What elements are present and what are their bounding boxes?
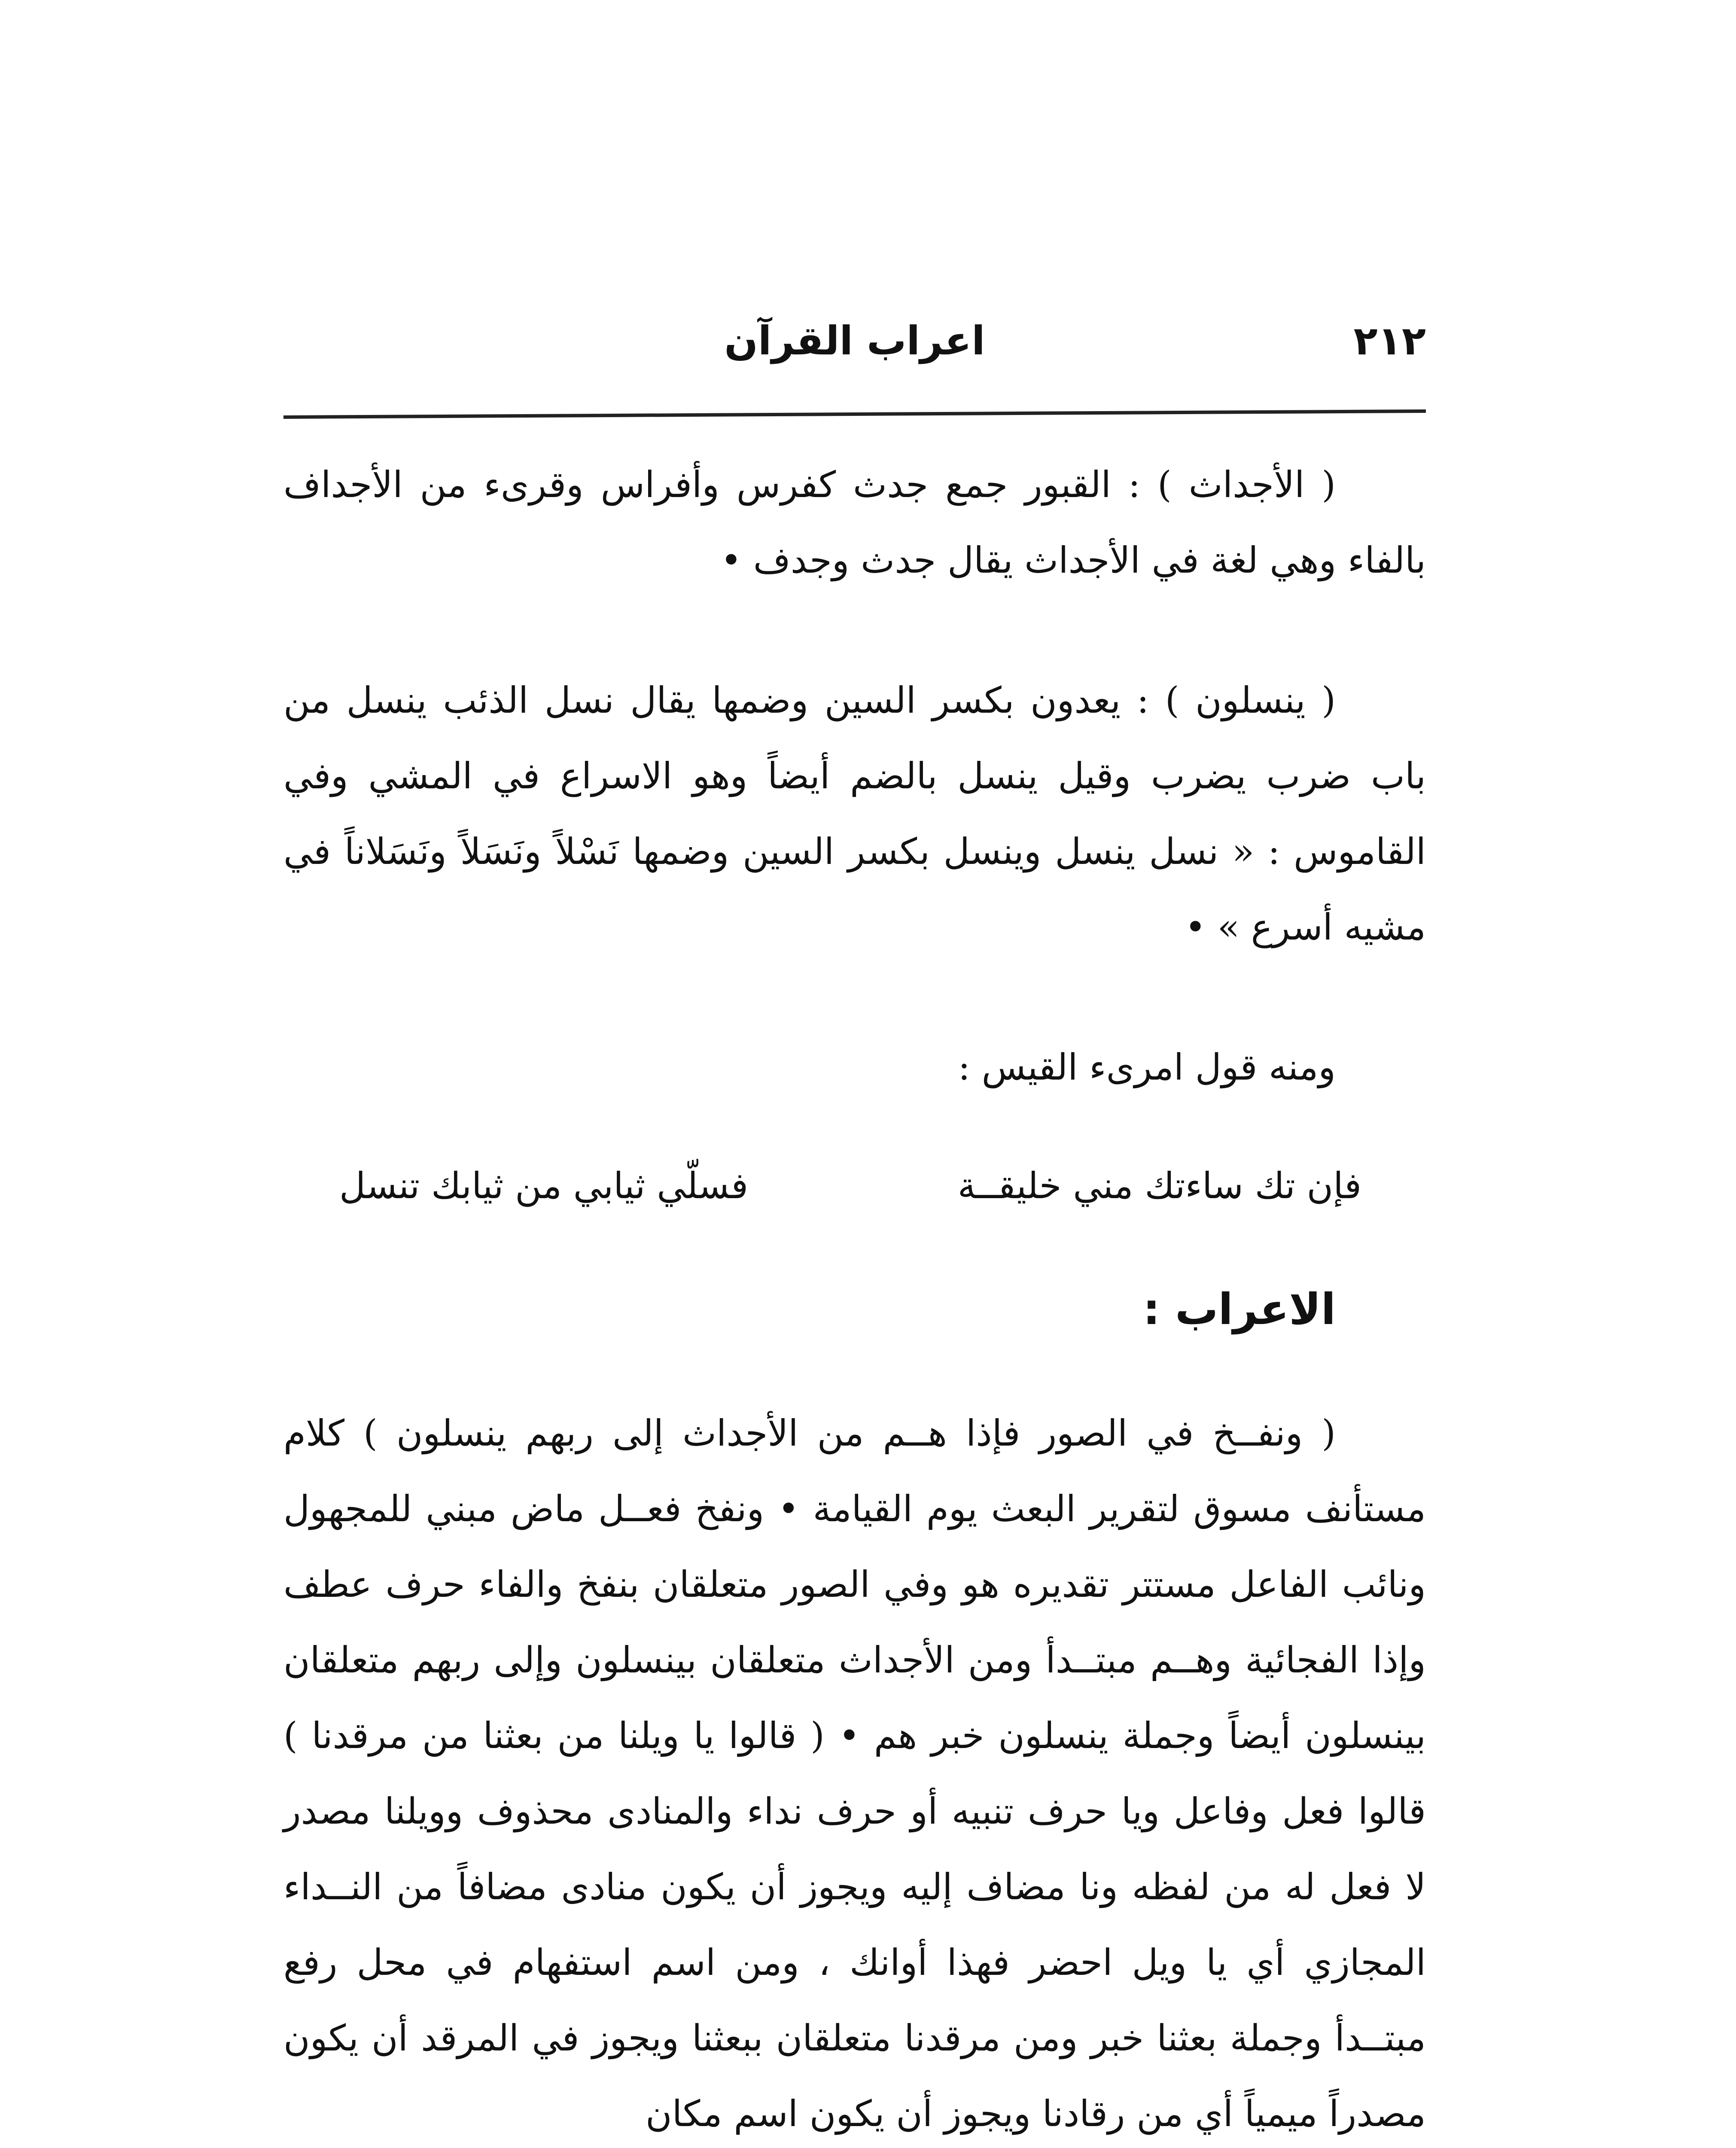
paragraph-yansilun: ( ينسلون ) : يعدون بكسر السين وضمها يقال نسل الذئب ينسل من باب ضرب يضرب وقيل ينسل بالضم أيضاً وهو الاسراع في المشي وفي القاموس : « نسل ينسل وينسل بكسر السين وضمها نَسْلاً ونَسَلاً ونَسَلاناً في مشيه أسرع » • [283, 679, 1426, 948]
spacer [283, 1352, 1426, 1395]
paragraph-irab-body: ( ونفــخ في الصور فإذا هــم من الأجداث إلى ربهم ينسلون ) كلام مستأنف مسوق لتقرير البعث يوم القيامة • ونفخ فعــل ماض مبني للمجهول ونائب الفاعل مستتر تقديره هو وفي الصور متعلقان بنفخ والفاء حرف عطف وإذا الفجائية وهــم مبتــدأ ومن الأجداث متعلقان بينسلون وإلى ربهم متعلقان بينسلون أيضاً وجملة ينسلون خبر هم • ( قالوا يا ويلنا من بعثنا من مرقدنا ) قالوا فعل وفاعل ويا حرف تنبيه أو حرف نداء والمنادى محذوف وويلنا مصدر لا فعل له من لفظه ونا مضاف إليه ويجوز أن يكون منادى مضافاً من النــداء المجازي أي يا ويل احضر فهذا أوانك ، ومن اسم استفهام في محل رفع مبتــدأ وجملة بعثنا خبر ومن مرقدنا متعلقان ببعثنا ويجوز في المرقد أن يكون مصدراً ميمياً أي من رقادنا ويجوز أن يكون اسم مكان [283, 1412, 1426, 2135]
page-number: ٢١٢ [1353, 318, 1426, 364]
running-title: اعراب القرآن [724, 318, 985, 364]
poem-hemistich-first: فإن تك ساءتك مني خليقــة [957, 1165, 1361, 1207]
section-heading-irab: الاعراب : [1143, 1284, 1336, 1334]
spacer [283, 598, 1426, 662]
header-rule [283, 409, 1426, 419]
spacer [283, 965, 1426, 1029]
poem-hemistich-second: فسلّي ثيابي من ثيابك تنسل [339, 1165, 749, 1207]
page-header [283, 301, 1426, 387]
paragraph-imru-intro: ومنه قول امرىء القيس : [958, 1046, 1336, 1088]
poem-verse [283, 1148, 1426, 1224]
spacer [283, 1224, 1426, 1266]
spacer [283, 1105, 1426, 1148]
paragraph-ajdath: ( الأجداث ) : القبور جمع جدث كفرس وأفراس وقرىء من الأجداف بالفاء وهي لغة في الأجداث يقال جدث وجدف • [283, 464, 1426, 581]
page-body [283, 447, 1426, 2148]
